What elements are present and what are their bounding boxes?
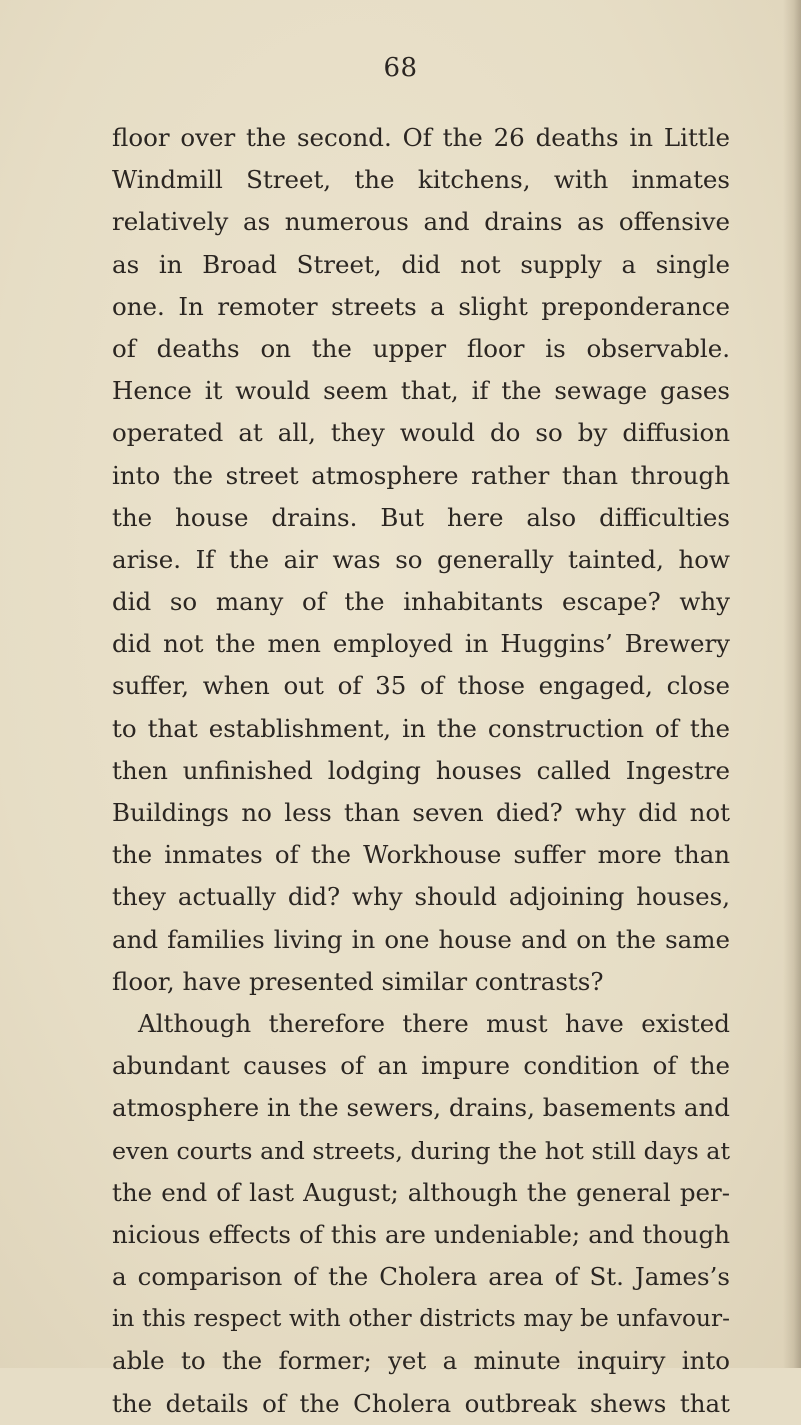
page-edge-shadow [783, 0, 801, 1368]
body-text [112, 117, 730, 1425]
text-line: operated at all, they would do so by diffusion [112, 418, 730, 448]
text-line: relatively as numerous and drains as offensive [112, 207, 730, 237]
text-line: into the street atmosphere rather than through [112, 460, 730, 490]
text-line: one. In remoter streets a slight preponderance [112, 291, 730, 321]
text-line: of deaths on the upper floor is observable. [112, 333, 730, 363]
text-line: floor over the second. Of the 26 deaths in Little [112, 123, 730, 152]
text-line: did not the men employed in Huggins’ Brewery [112, 629, 730, 659]
text-line: Windmill Street, the kitchens, with inmates [112, 165, 730, 195]
text-line: floor, have presented similar contrasts? [112, 966, 604, 996]
text-line: suffer, when out of 35 of those engaged, close [112, 671, 730, 701]
text-line: they actually did? why should adjoining houses, [112, 882, 730, 912]
text-line: as in Broad Street, did not supply a single [112, 249, 730, 279]
text-line: the end of last August; although the general per- [112, 1177, 730, 1207]
text-line: then unfinished lodging houses called Ingestre [112, 755, 730, 785]
text-line: arise. If the air was so generally tainted, how [112, 544, 730, 574]
text-line: abundant causes of an impure condition of the [112, 1051, 730, 1081]
text-line: Hence it would seem that, if the sewage gases [112, 376, 730, 406]
text-line: the details of the Cholera outbreak shews that [112, 1388, 730, 1418]
text-line: even courts and streets, during the hot still days at [112, 1136, 730, 1165]
text-line: nicious effects of this are undeniable; and though [112, 1219, 730, 1249]
text-line: did so many of the inhabitants escape? why [112, 587, 730, 617]
text-line: and families living in one house and on the same [112, 924, 730, 954]
text-line: a comparison of the Cholera area of St. James’s [112, 1262, 730, 1292]
text-line: the inmates of the Workhouse suffer more than [112, 840, 730, 870]
text-line: Although therefore there must have existed [138, 1008, 730, 1038]
text-line: the house drains. But here also difficulties [112, 502, 730, 532]
text-line: in this respect with other districts may be unfavour- [112, 1305, 730, 1333]
text-line: able to the former; yet a minute inquiry into [112, 1346, 730, 1376]
text-line: to that establishment, in the construction of the [112, 713, 730, 743]
page-number: 68 [383, 53, 418, 83]
text-line: Buildings no less than seven died? why did not [112, 798, 730, 827]
text-line: atmosphere in the sewers, drains, basements and [112, 1093, 730, 1123]
